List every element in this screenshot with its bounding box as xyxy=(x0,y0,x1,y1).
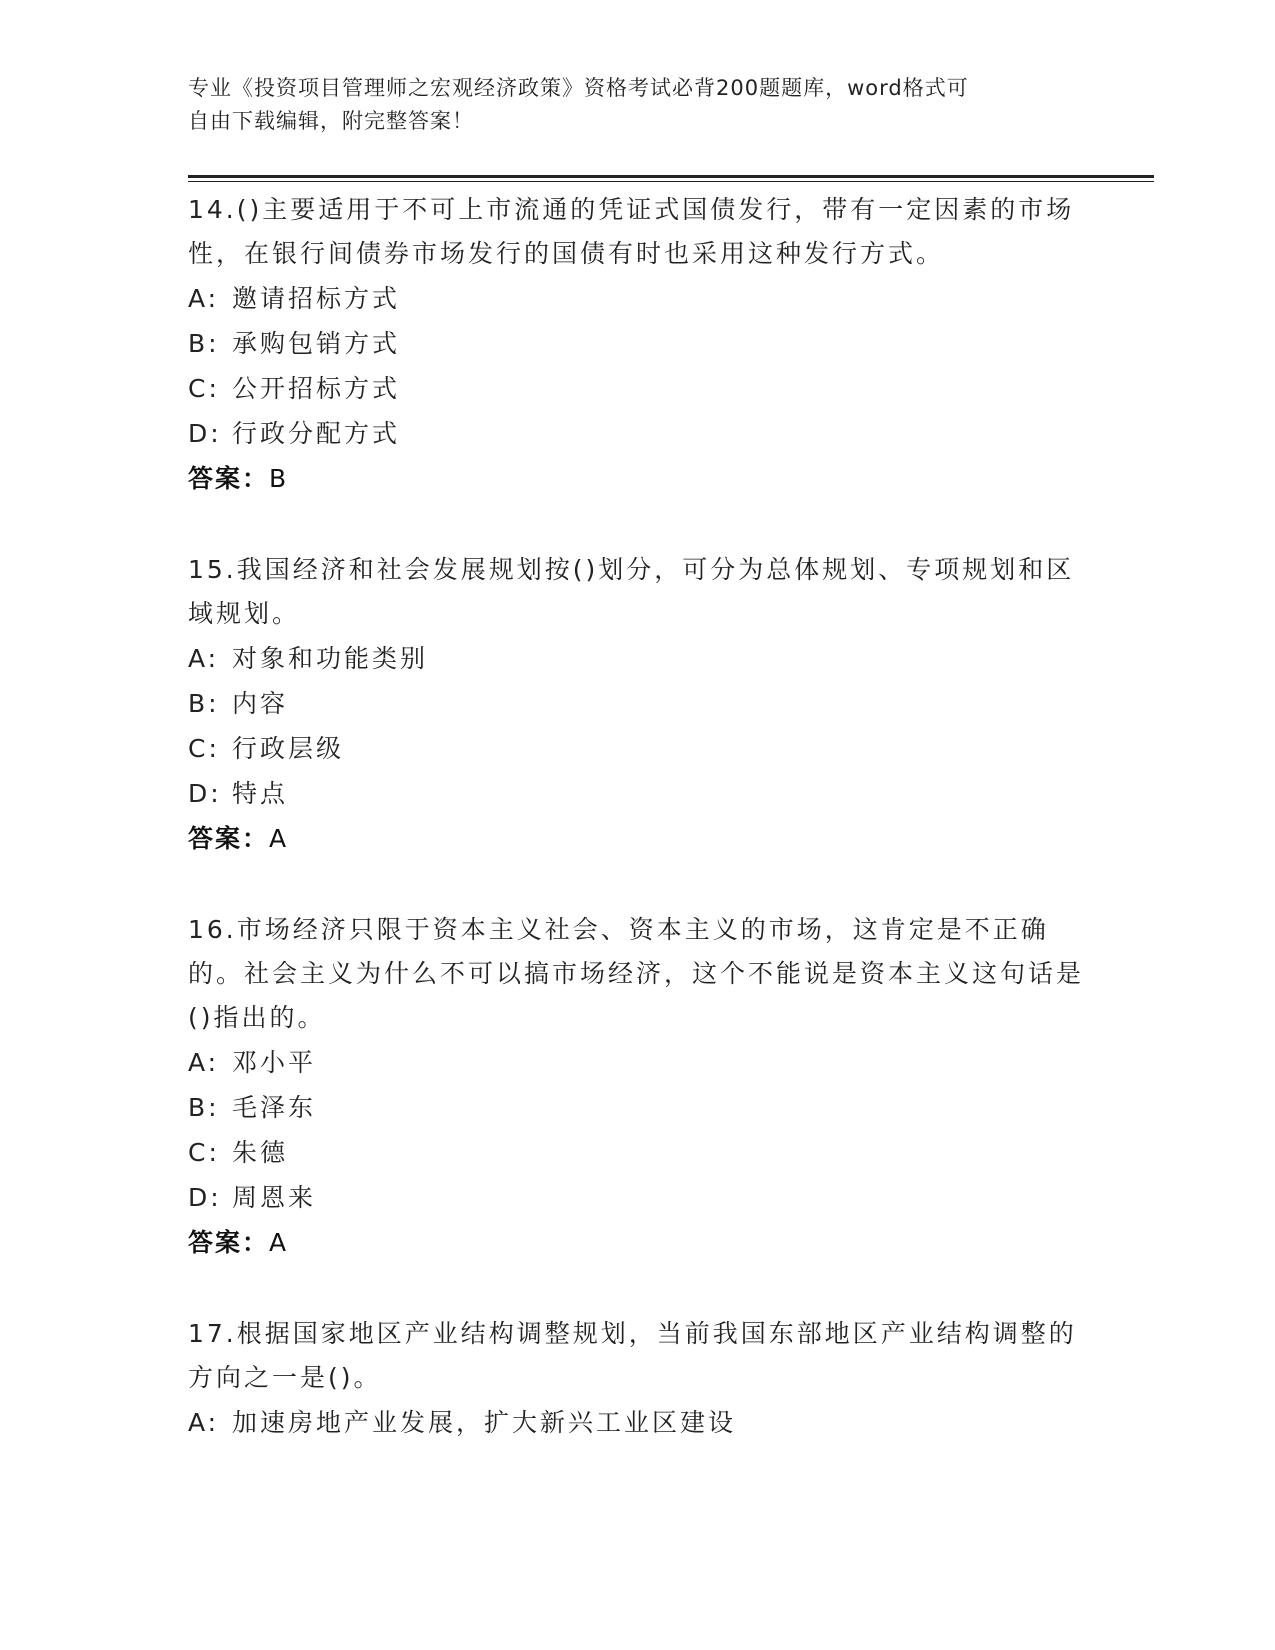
option-text: 承购包销方式 xyxy=(232,329,401,358)
option-text: 邀请招标方式 xyxy=(232,284,401,313)
option-d xyxy=(188,411,1088,456)
option-a xyxy=(188,276,1088,321)
option-key: C: xyxy=(188,734,220,763)
answer-value: A xyxy=(269,1228,289,1257)
option-text: 特点 xyxy=(232,779,289,808)
option-key: D: xyxy=(188,1183,222,1212)
question-stem: 16.市场经济只限于资本主义社会、资本主义的市场，这肯定是不正确的。社会主义为什么不可以搞市场经济，这个不能说是资本主义这句话是()指出的。 xyxy=(188,915,1085,1032)
option-text: 内容 xyxy=(232,689,289,718)
option-key: C: xyxy=(188,374,220,403)
spacer xyxy=(188,501,1088,548)
option-b xyxy=(188,681,1088,726)
question-16 xyxy=(188,908,1088,1265)
option-text: 加速房地产业发展，扩大新兴工业区建设 xyxy=(232,1408,737,1437)
option-key: A: xyxy=(188,284,220,313)
question-14 xyxy=(188,188,1088,501)
answer-line xyxy=(188,1220,1088,1265)
option-text: 邓小平 xyxy=(232,1048,317,1077)
document-header xyxy=(188,72,1068,138)
question-stem: 14.()主要适用于不可上市流通的凭证式国债发行，带有一定因素的市场性，在银行间债券市场发行的国债有时也采用这种发行方式。 xyxy=(188,195,1075,268)
answer-label: 答案： xyxy=(188,464,270,493)
question-stem: 15.我国经济和社会发展规划按()划分，可分为总体规划、专项规划和区域规划。 xyxy=(188,555,1075,628)
question-17 xyxy=(188,1312,1088,1445)
option-text: 朱德 xyxy=(232,1138,289,1167)
option-key: D: xyxy=(188,779,222,808)
option-b xyxy=(188,1085,1088,1130)
question-list xyxy=(188,188,1088,1445)
option-text: 毛泽东 xyxy=(232,1093,317,1122)
header-line-2: 自由下载编辑，附完整答案！ xyxy=(188,109,474,133)
option-a xyxy=(188,636,1088,681)
spacer xyxy=(188,1265,1088,1312)
option-key: A: xyxy=(188,1408,220,1437)
option-key: A: xyxy=(188,1048,220,1077)
option-text: 行政分配方式 xyxy=(232,419,401,448)
option-b xyxy=(188,321,1088,366)
option-text: 对象和功能类别 xyxy=(232,644,429,673)
option-d xyxy=(188,1175,1088,1220)
option-key: D: xyxy=(188,419,222,448)
answer-line xyxy=(188,456,1088,501)
answer-label: 答案： xyxy=(188,824,270,853)
question-15 xyxy=(188,548,1088,861)
option-text: 行政层级 xyxy=(232,734,345,763)
option-key: A: xyxy=(188,644,220,673)
option-key: C: xyxy=(188,1138,220,1167)
option-text: 公开招标方式 xyxy=(232,374,401,403)
option-a xyxy=(188,1040,1088,1085)
option-key: B: xyxy=(188,689,220,718)
answer-line xyxy=(188,816,1088,861)
header-rule-thin xyxy=(188,181,1154,182)
option-a xyxy=(188,1400,1088,1445)
option-d xyxy=(188,771,1088,816)
spacer xyxy=(188,861,1088,908)
header-rule-thick xyxy=(188,175,1154,178)
option-c xyxy=(188,726,1088,771)
header-line-1: 专业《投资项目管理师之宏观经济政策》资格考试必背200题题库，word格式可 xyxy=(188,76,969,100)
option-c xyxy=(188,366,1088,411)
answer-label: 答案： xyxy=(188,1228,270,1257)
question-stem: 17.根据国家地区产业结构调整规划，当前我国东部地区产业结构调整的方向之一是()。 xyxy=(188,1319,1077,1392)
option-text: 周恩来 xyxy=(232,1183,317,1212)
answer-value: A xyxy=(269,824,289,853)
option-key: B: xyxy=(188,1093,220,1122)
option-key: B: xyxy=(188,329,220,358)
answer-value: B xyxy=(269,464,289,493)
option-c xyxy=(188,1130,1088,1175)
